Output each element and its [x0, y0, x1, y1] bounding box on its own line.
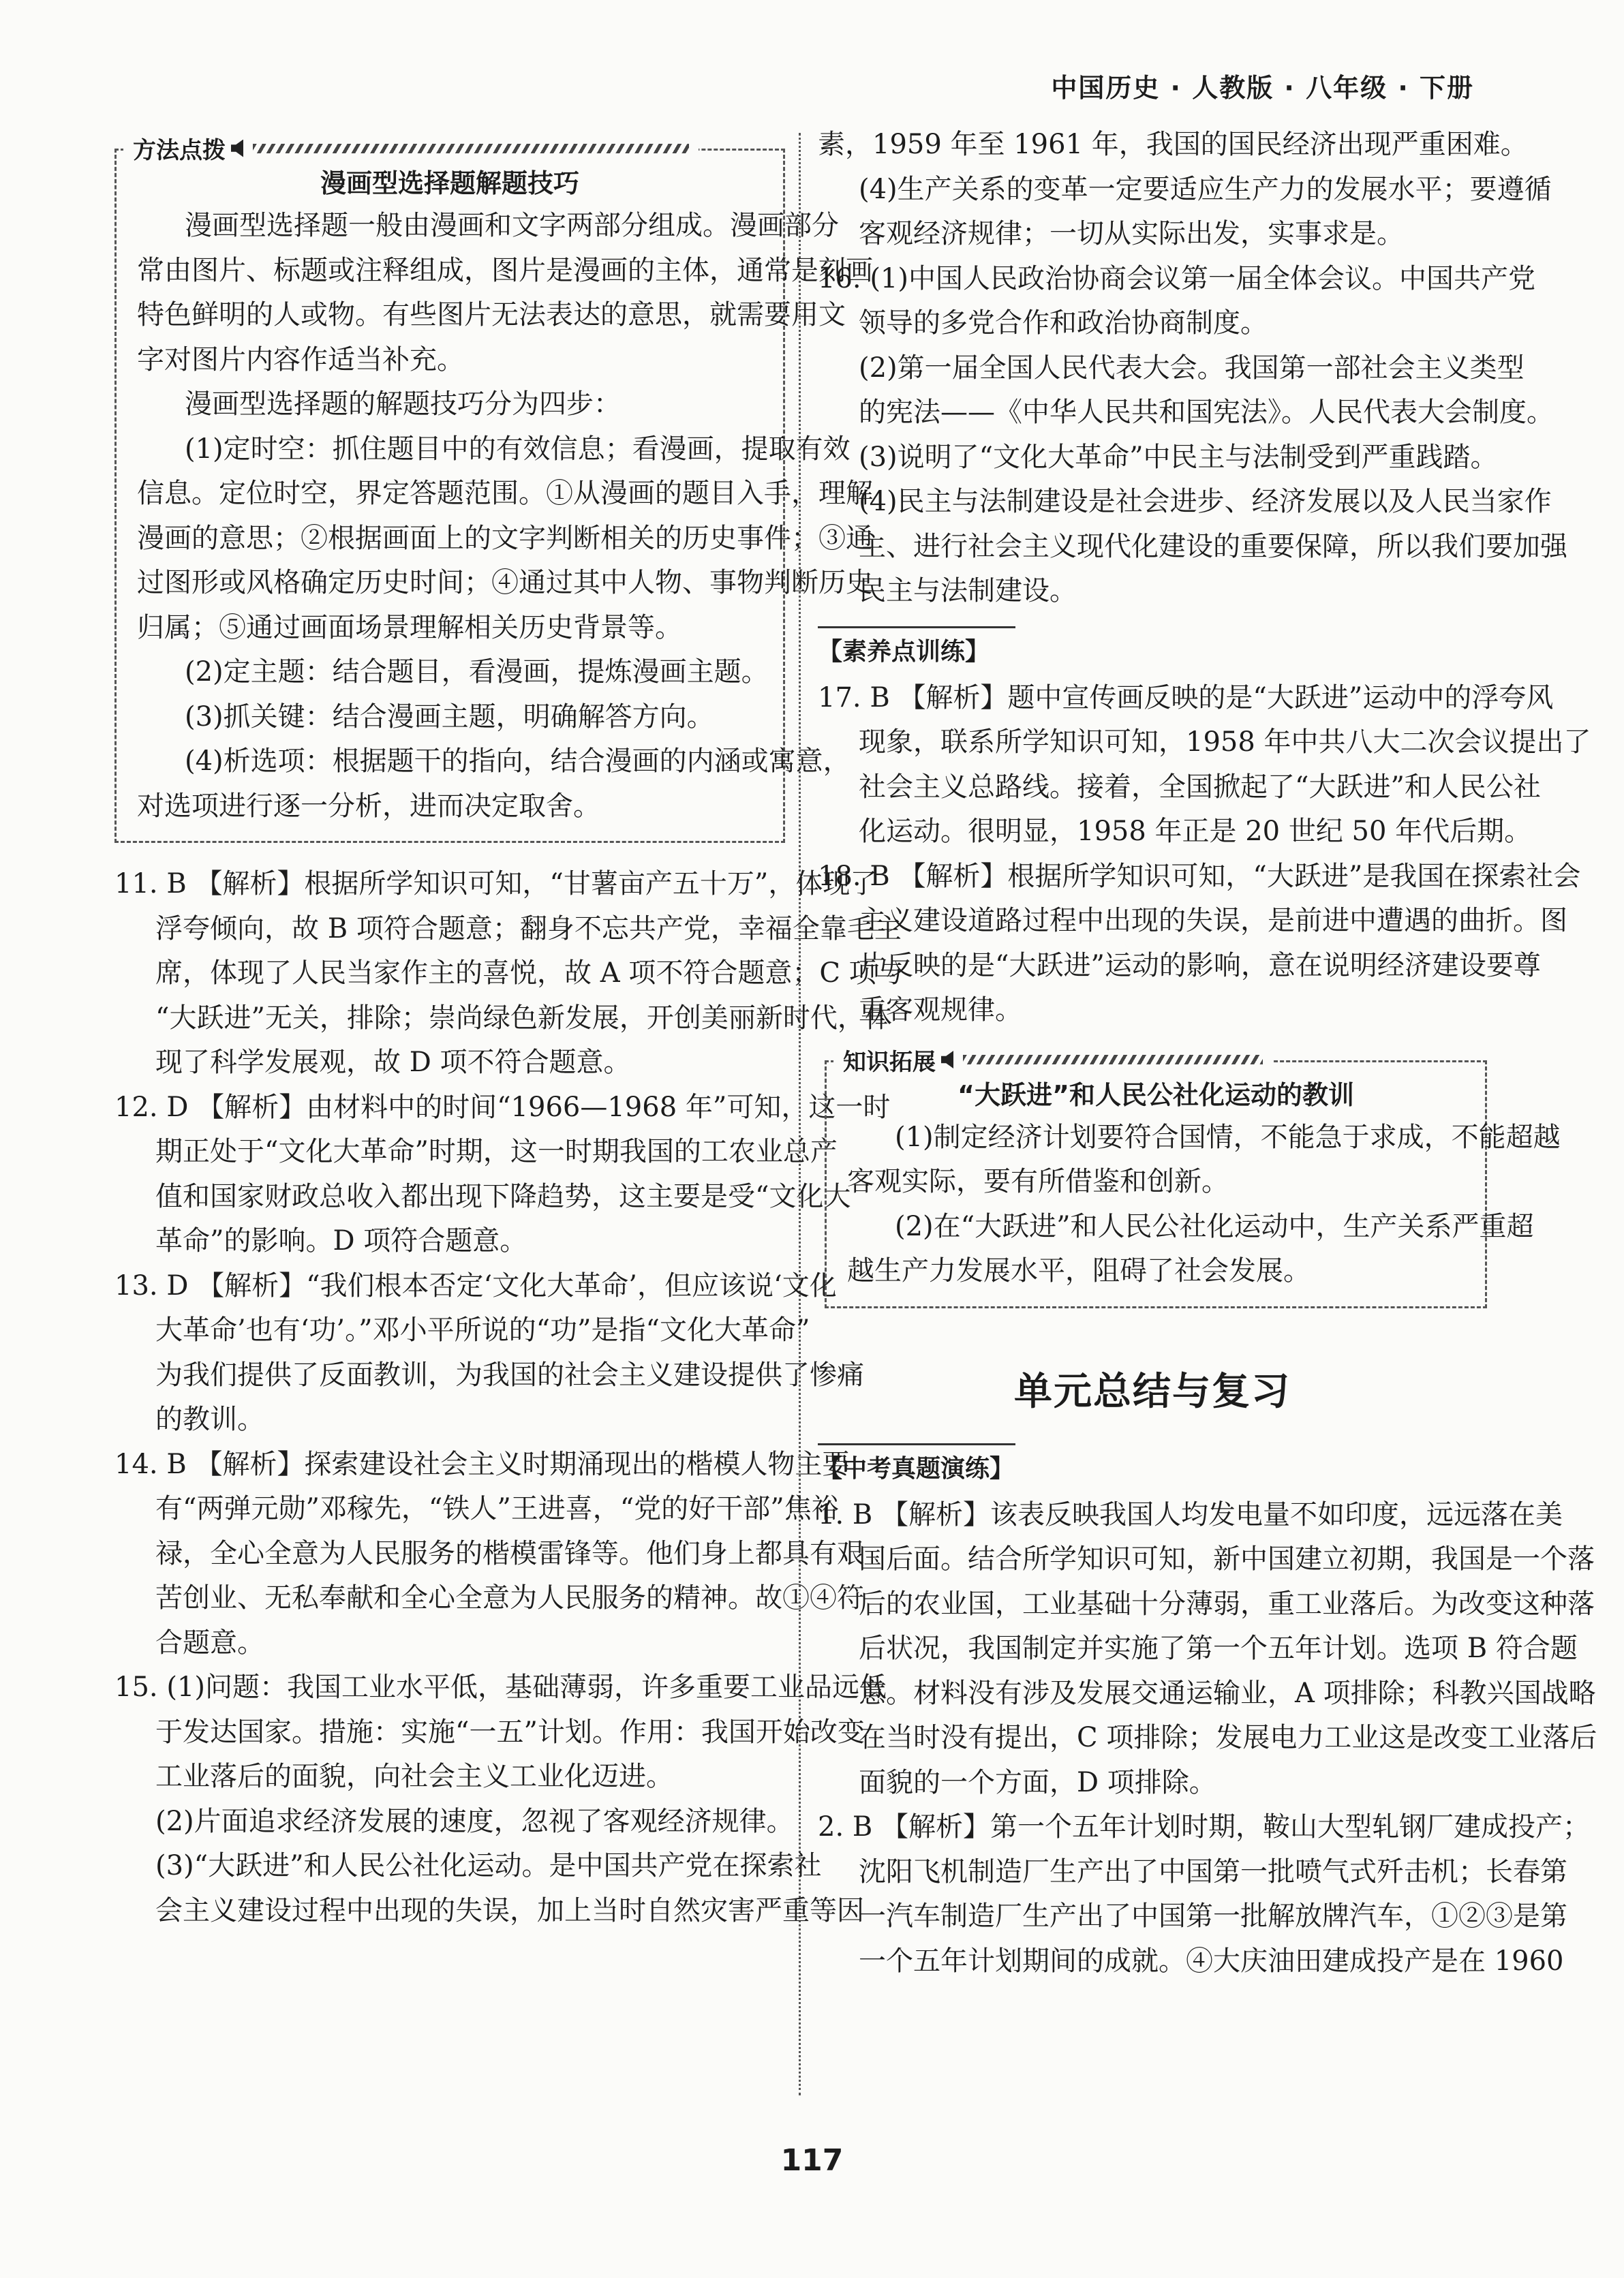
answer-16 [818, 257, 1567, 614]
method-tip-line: 对选项进行逐一分析，进而决定取舍。 [137, 790, 600, 822]
answer-16-line: 的宪法——《中华人民共和国宪法》。人民代表大会制度。 [859, 397, 1554, 428]
exam-answer-2-line: 一汽车制造厂生产出了中国第一批解放牌汽车，①②③是第 [859, 1900, 1567, 1932]
method-tip-line: 漫画型选择题一般由漫画和文字两部分组成。漫画部分 [185, 210, 839, 241]
exam-answer-1 [818, 1493, 1597, 1806]
method-tip-line: 漫画型选择题的解题技巧分为四步： [185, 388, 621, 420]
page-number: 117 [780, 2143, 844, 2178]
answer-16-line: (2)第一届全国人民代表大会。我国第一部社会主义类型 [859, 352, 1525, 384]
answer-line: 会主义建设过程中出现的失误，加上当时自然灾害严重等因 [155, 1894, 864, 1926]
knowledge-line: 越生产力发展水平，阻碍了社会发展。 [847, 1255, 1311, 1287]
answer-line: 禄，全心全意为人民服务的楷模雷锋等。他们身上都具有艰 [155, 1537, 864, 1569]
answer-line: 期正处于“文化大革命”时期，这一时期我国的工农业总产 [155, 1136, 838, 1167]
answer-line: (2)片面追求经济发展的速度，忽视了客观经济规律。 [155, 1805, 794, 1837]
exam-answer-1-line: 后状况，我国制定并实施了第一个五年计划。选项 B 符合题 [859, 1633, 1578, 1664]
answer-line: 15. (1)问题：我国工业水平低，基础薄弱，许多重要工业品远低 [114, 1672, 887, 1703]
answer-line: 13. D 【解析】“我们根本否定‘文化大革命’，但应该说‘文化 [114, 1269, 837, 1302]
page-header: 中国历史 · 人教版 · 八年级 · 下册 [1051, 73, 1474, 103]
knowledge-box [825, 1048, 1561, 1308]
method-tip-line: 常由图片、标题或注释组成，图片是漫画的主体，通常是刻画 [137, 254, 873, 286]
exam-answer-2-line: 一个五年计划期间的成就。④大庆油田建成投产是在 1960 [859, 1945, 1564, 1977]
exam-answer-1-line: 1. B 【解析】该表反映我国人均发电量不如印度，远远落在美 [818, 1498, 1563, 1530]
answer-line: 现了科学发展观，故 D 项不符合题意。 [155, 1047, 631, 1078]
answer-line: 值和国家财政总收入都出现下降趋势，这主要是受“文化大 [155, 1180, 851, 1212]
stripe-decoration [253, 144, 689, 153]
method-tip-line: (2)定主题：结合题目，看漫画，提炼漫画主题。 [185, 656, 769, 688]
answer-17 [818, 676, 1591, 855]
answer-17-line: 化运动。很明显，1958 年正是 20 世纪 50 年代后期。 [859, 816, 1532, 847]
unit-title: 单元总结与复习 [1014, 1369, 1291, 1414]
exam-answer-1-line: 在当时没有提出，C 项排除；发展电力工业这是改变工业落后 [859, 1722, 1597, 1753]
answer-16-line: 民主与法制建设。 [859, 575, 1077, 606]
method-tip-tag [123, 132, 699, 165]
answer-line: 有“两弹元勋”邓稼先，“铁人”王进喜，“党的好干部”焦裕 [155, 1493, 839, 1524]
answer-line: 11. B 【解析】根据所学知识可知，“甘薯亩产五十万”，体现了 [114, 868, 878, 899]
exam-answer-1-line: 国后面。结合所学知识可知，新中国建立初期，我国是一个落 [859, 1543, 1595, 1575]
answer-18-line: 主义建设道路过程中出现的失误，是前进中遭遇的曲折。图 [859, 905, 1567, 936]
section-label-exam: 【中考真题演练】 [818, 1443, 1015, 1493]
section-label-literacy: 【素养点训练】 [818, 626, 1015, 676]
answer-line: 席，体现了人民当家作主的喜悦，故 A 项不符合题意；C 项与 [155, 957, 904, 989]
answer-line: 为我们提供了反面教训，为我国的社会主义建设提供了惨痛 [155, 1359, 864, 1391]
method-tip-box [114, 137, 873, 843]
answer-17-line: 社会主义总路线。接着，全国掀起了“大跃进”和人民公社 [859, 771, 1541, 803]
answer-item [114, 1443, 864, 1666]
knowledge-tag [833, 1043, 1272, 1077]
answer-18-line: 18. B 【解析】根据所学知识可知，“大跃进”是我国在探索社会 [818, 860, 1581, 892]
answer-item [114, 1264, 864, 1443]
method-tip-text [137, 204, 873, 829]
answer-line: 浮夸倾向，故 B 项符合题意；翻身不忘共产党，幸福全靠毛主 [155, 912, 902, 944]
answer-15-continued [818, 123, 1552, 257]
method-tip-line: 漫画的意思；②根据画面上的文字判断相关的历史事件；③通 [137, 522, 873, 554]
method-tip-title: 漫画型选择题解题技巧 [320, 168, 579, 198]
answer-item [114, 1665, 887, 1933]
answer-18-line: 片反映的是“大跃进”运动的影响，意在说明经济建设要尊 [859, 949, 1541, 981]
answer-15-line: 素，1959 年至 1961 年，我国的国民经济出现严重困难。 [818, 129, 1528, 160]
exam-answer-1-line: 后的农业国，工业基础十分薄弱，重工业落后。为改变这种落 [859, 1588, 1595, 1620]
exam-answer-1-line: 面貌的一个方面，D 项排除。 [859, 1766, 1216, 1798]
answer-line: “大跃进”无关，排除；崇尚绿色新发展，开创美丽新时代，体 [155, 1002, 892, 1034]
method-tip-line: 信息。定位时空，界定答题范围。①从漫画的题目入手，理解 [137, 478, 873, 509]
method-tip-label: 方法点拨 [133, 137, 226, 164]
knowledge-line: (1)制定经济计划要符合国情，不能急于求成，不能超越 [895, 1121, 1561, 1153]
method-tip-line: 字对图片内容作适当补充。 [137, 343, 464, 375]
answer-16-line: 16. (1)中国人民政治协商会议第一届全体会议。中国共产党 [818, 262, 1535, 294]
answer-line: (3)“大跃进”和人民公社化运动。是中国共产党在探索社 [155, 1850, 822, 1881]
answer-18-line: 重客观规律。 [859, 994, 1022, 1026]
answer-line: 苦创业、无私奉献和全心全意为人民服务的精神。故①④符 [155, 1582, 864, 1614]
knowledge-title: “大跃进”和人民公社化运动的教训 [957, 1079, 1354, 1110]
knowledge-line: 客观实际，要有所借鉴和创新。 [847, 1166, 1229, 1197]
exam-answer-2-line: 沈阳飞机制造厂生产出了中国第一批喷气式歼击机；长春第 [859, 1856, 1567, 1888]
answer-16-line: (3)说明了“文化大革命”中民主与法制受到严重践踏。 [859, 441, 1498, 473]
answer-17-line: 17. B 【解析】题中宣传画反映的是“大跃进”运动中的浮夸风 [818, 681, 1554, 713]
answer-line: 大革命’也有‘功’。”邓小平所说的“功”是指“文化大革命” [155, 1314, 810, 1346]
answer-18 [818, 855, 1581, 1033]
answer-15-line: (4)生产关系的变革一定要适应生产力的发展水平；要遵循 [859, 173, 1552, 205]
stripe-decoration [963, 1055, 1263, 1064]
answer-line: 14. B 【解析】探索建设社会主义时期涌现出的楷模人物主要 [114, 1448, 850, 1480]
speaker-icon [231, 140, 243, 157]
answer-16-line: 主、进行社会主义现代化建设的重要保障，所以我们要加强 [859, 530, 1567, 562]
knowledge-text [847, 1115, 1561, 1294]
knowledge-line: (2)在“大跃进”和人民公社化运动中，生产关系严重超 [895, 1210, 1534, 1242]
method-tip-line: 过图形或风格确定历史时间；④通过其中人物、事物判断历史 [137, 567, 873, 598]
answer-line: 革命”的影响。D 项符合题意。 [155, 1225, 527, 1257]
answer-line: 合题意。 [155, 1627, 264, 1659]
right-column [818, 123, 1597, 1984]
exam-answer-2 [818, 1805, 1590, 1984]
answer-17-line: 现象，联系所学知识可知，1958 年中共八大二次会议提出了 [859, 726, 1591, 758]
answer-16-line: 领导的多党合作和政治协商制度。 [859, 307, 1268, 339]
method-tip-line: 归属；⑤通过画面场景理解相关历史背景等。 [137, 611, 682, 643]
answer-16-line: (4)民主与法制建设是社会进步、经济发展以及人民当家作 [859, 486, 1552, 517]
answer-line: 的教训。 [155, 1404, 264, 1435]
answer-line: 工业落后的面貌，向社会主义工业化迈进。 [155, 1761, 673, 1792]
exam-answer-2-line: 2. B 【解析】第一个五年计划时期，鞍山大型轧钢厂建成投产； [818, 1811, 1590, 1843]
speaker-icon [941, 1051, 953, 1068]
method-tip-line: 特色鲜明的人或物。有些图片无法表达的意思，就需要用文 [137, 299, 846, 330]
answer-line: 于发达国家。措施：实施“一五”计划。作用：我国开始改变 [155, 1716, 865, 1748]
method-tip-line: (1)定时空：抓住题目中的有效信息；看漫画，提取有效 [185, 433, 851, 465]
exam-answer-1-line: 意。材料没有涉及发展交通运输业，A 项排除；科教兴国战略 [859, 1677, 1596, 1709]
method-tip-line: (3)抓关键：结合漫画主题，明确解答方向。 [185, 701, 714, 733]
knowledge-label: 知识拓展 [843, 1048, 936, 1076]
answer-line: 12. D 【解析】由材料中的时间“1966—1968 年”可知，这一时 [114, 1091, 891, 1123]
method-tip-line: (4)析选项：根据题干的指向，结合漫画的内涵或寓意， [185, 745, 851, 777]
answer-item [114, 1086, 891, 1264]
answer-15-line: 客观经济规律；一切从实际出发，实事求是。 [859, 218, 1404, 249]
